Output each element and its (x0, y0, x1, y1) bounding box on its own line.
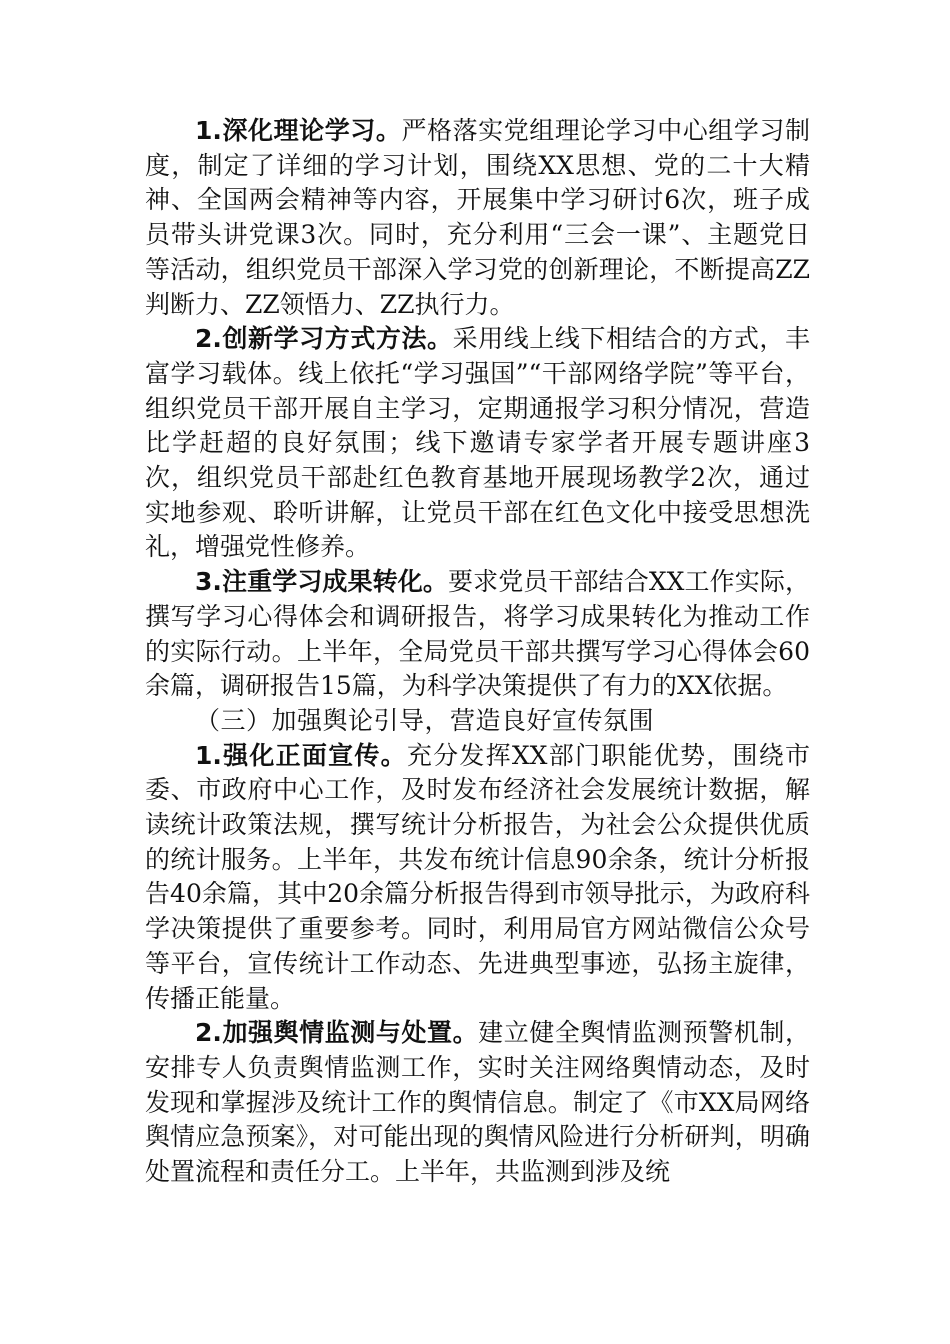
paragraph-positive-publicity (145, 739, 810, 1017)
paragraph-lead: 2.创新学习方式方法。 (195, 324, 453, 354)
paragraph-innovate-study-methods (145, 322, 810, 565)
paragraph-text: 严格落实党组理论学习中心组学习制度，制定了详细的学习计划，围绕XX思想、党的二十大精神、全国两会精神等内容，开展集中学习研讨6次，班子成员带头讲党课3次。同时，充分利用“三会一课”、主题党日等活动，组织党员干部深入学习党的创新理论，不断提高ZZ判断力、ZZ领悟力、ZZ执行力。 (145, 116, 810, 319)
paragraph-text: 建立健全舆情监测预警机制，安排专人负责舆情监测工作，实时关注网络舆情动态，及时发现和掌握涉及统计工作的舆情信息。制定了《市XX局网络舆情应急预案》，对可能出现的舆情风险进行分析研判，明确处置流程和责任分工。上半年，共监测到涉及统 (145, 1018, 810, 1187)
paragraph-lead: 1.深化理论学习。 (195, 116, 402, 145)
paragraph-deepen-theory-study (145, 114, 810, 322)
paragraph-study-results-transformation (145, 565, 810, 704)
paragraph-public-opinion-monitoring (145, 1016, 810, 1190)
paragraph-lead: 3.注重学习成果转化。 (195, 567, 448, 597)
section-heading: （三）加强舆论引导，营造良好宣传氛围 (195, 705, 655, 735)
paragraph-text: 要求党员干部结合XX工作实际，撰写学习心得体会和调研报告，将学习成果转化为推动工作的实际行动。上半年，全局党员干部共撰写学习心得体会60余篇，调研报告15篇，为科学决策提供了有力的XX依据。 (145, 567, 810, 701)
document-body (145, 114, 810, 1190)
paragraph-text: 充分发挥XX部门职能优势，围绕市委、市政府中心工作，及时发布经济社会发展统计数据，解读统计政策法规，撰写统计分析报告，为社会公众提供优质的统计服务。上半年，共发布统计信息90余条，统计分析报告40余篇，其中20余篇分析报告得到市领导批示，为政府科学决策提供了重要参考。同时，利用局官方网站微信公众号等平台，宣传统计工作动态、先进典型事迹，弘扬主旋律，传播正能量。 (145, 740, 810, 1013)
paragraph-lead: 1.强化正面宣传。 (195, 740, 407, 770)
paragraph-lead: 2.加强舆情监测与处置。 (195, 1018, 479, 1048)
paragraph-text: 采用线上线下相结合的方式，丰富学习载体。线上依托“学习强国”“干部网络学院”等平台，组织党员干部开展自主学习，定期通报学习积分情况，营造比学赶超的良好氛围；线下邀请专家学者开展专题讲座3次，组织党员干部赴红色教育基地开展现场教学2次，通过实地参观、聆听讲解，让党员干部在红色文化中接受思想洗礼，增强党性修养。 (145, 324, 810, 562)
